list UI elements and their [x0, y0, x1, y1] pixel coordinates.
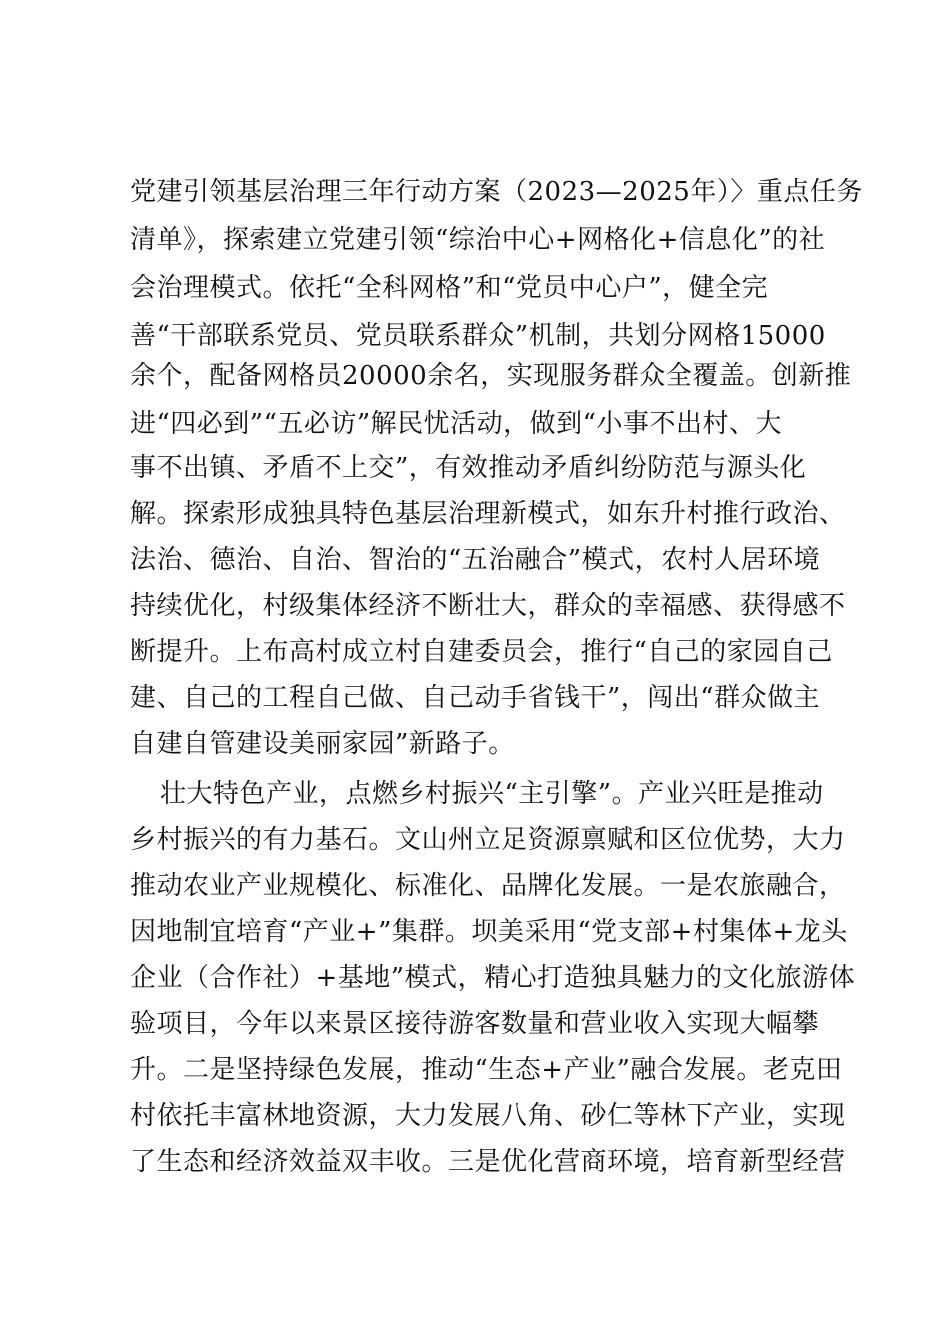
text-line: 升。二是坚持绿色发展，推动“生态+产业”融合发展。老克田 [130, 1055, 843, 1085]
text-line: 了生态和经济效益双丰收。三是优化营商环境，培育新型经营 [130, 1147, 846, 1177]
text-line: 推动农业产业规模化、标准化、品牌化发展。一是农旅融合， [130, 871, 846, 901]
text-line: 事不出镇、矛盾不上交”，有效推动矛盾纠纷防范与源头化 [130, 453, 807, 483]
text-line: 村依托丰富林地资源，大力发展八角、砂仁等林下产业，实现 [130, 1101, 846, 1131]
text-line: 善“干部联系党员、党员联系群众”机制，共划分网格15000 [130, 321, 826, 351]
text-line: 乡村振兴的有力基石。文山州立足资源禀赋和区位优势，大力 [130, 825, 846, 855]
text-line: 余个，配备网格员20000余名，实现服务群众全覆盖。创新推 [130, 361, 852, 391]
text-line: 自建自管建设美丽家园”新路子。 [130, 729, 515, 759]
text-line: 因地制宜培育“产业+”集群。坝美采用“党支部+村集体+龙头 [130, 917, 848, 947]
paragraph-first-line: 壮大特色产业，点燃乡村振兴“主引擎”。产业兴旺是推动 [160, 779, 824, 809]
text-line: 持续优化，村级集体经济不断壮大，群众的幸福感、获得感不 [130, 591, 846, 621]
text-line: 进“四必到”“五必访”解民忧活动，做到“小事不出村、大 [130, 409, 782, 439]
text-line: 断提升。上布高村成立村自建委员会，推行“自己的家园自己 [130, 637, 833, 667]
text-line: 验项目，今年以来景区接待游客数量和营业收入实现大幅攀 [130, 1009, 820, 1039]
text-line: 法治、德治、自治、智治的“五治融合”模式，农村人居环境 [130, 545, 821, 575]
text-line: 企业（合作社）+基地”模式，精心打造独具魅力的文化旅游体 [130, 963, 856, 993]
text-line: 解。探索形成独具特色基层治理新模式，如东升村推行政治、 [130, 499, 846, 529]
text-line: 清单》，探索建立党建引领“综治中心+网格化+信息化”的社 [130, 225, 826, 255]
text-line: 会治理模式。依托“全科网格”和“党员中心户”，健全完 [130, 273, 769, 303]
text-line: 建、自己的工程自己做、自己动手省钱干”，闯出“群众做主 [130, 683, 821, 713]
text-line: 党建引领基层治理三年行动方案（2023—2025年）〉重点任务 [130, 177, 863, 207]
